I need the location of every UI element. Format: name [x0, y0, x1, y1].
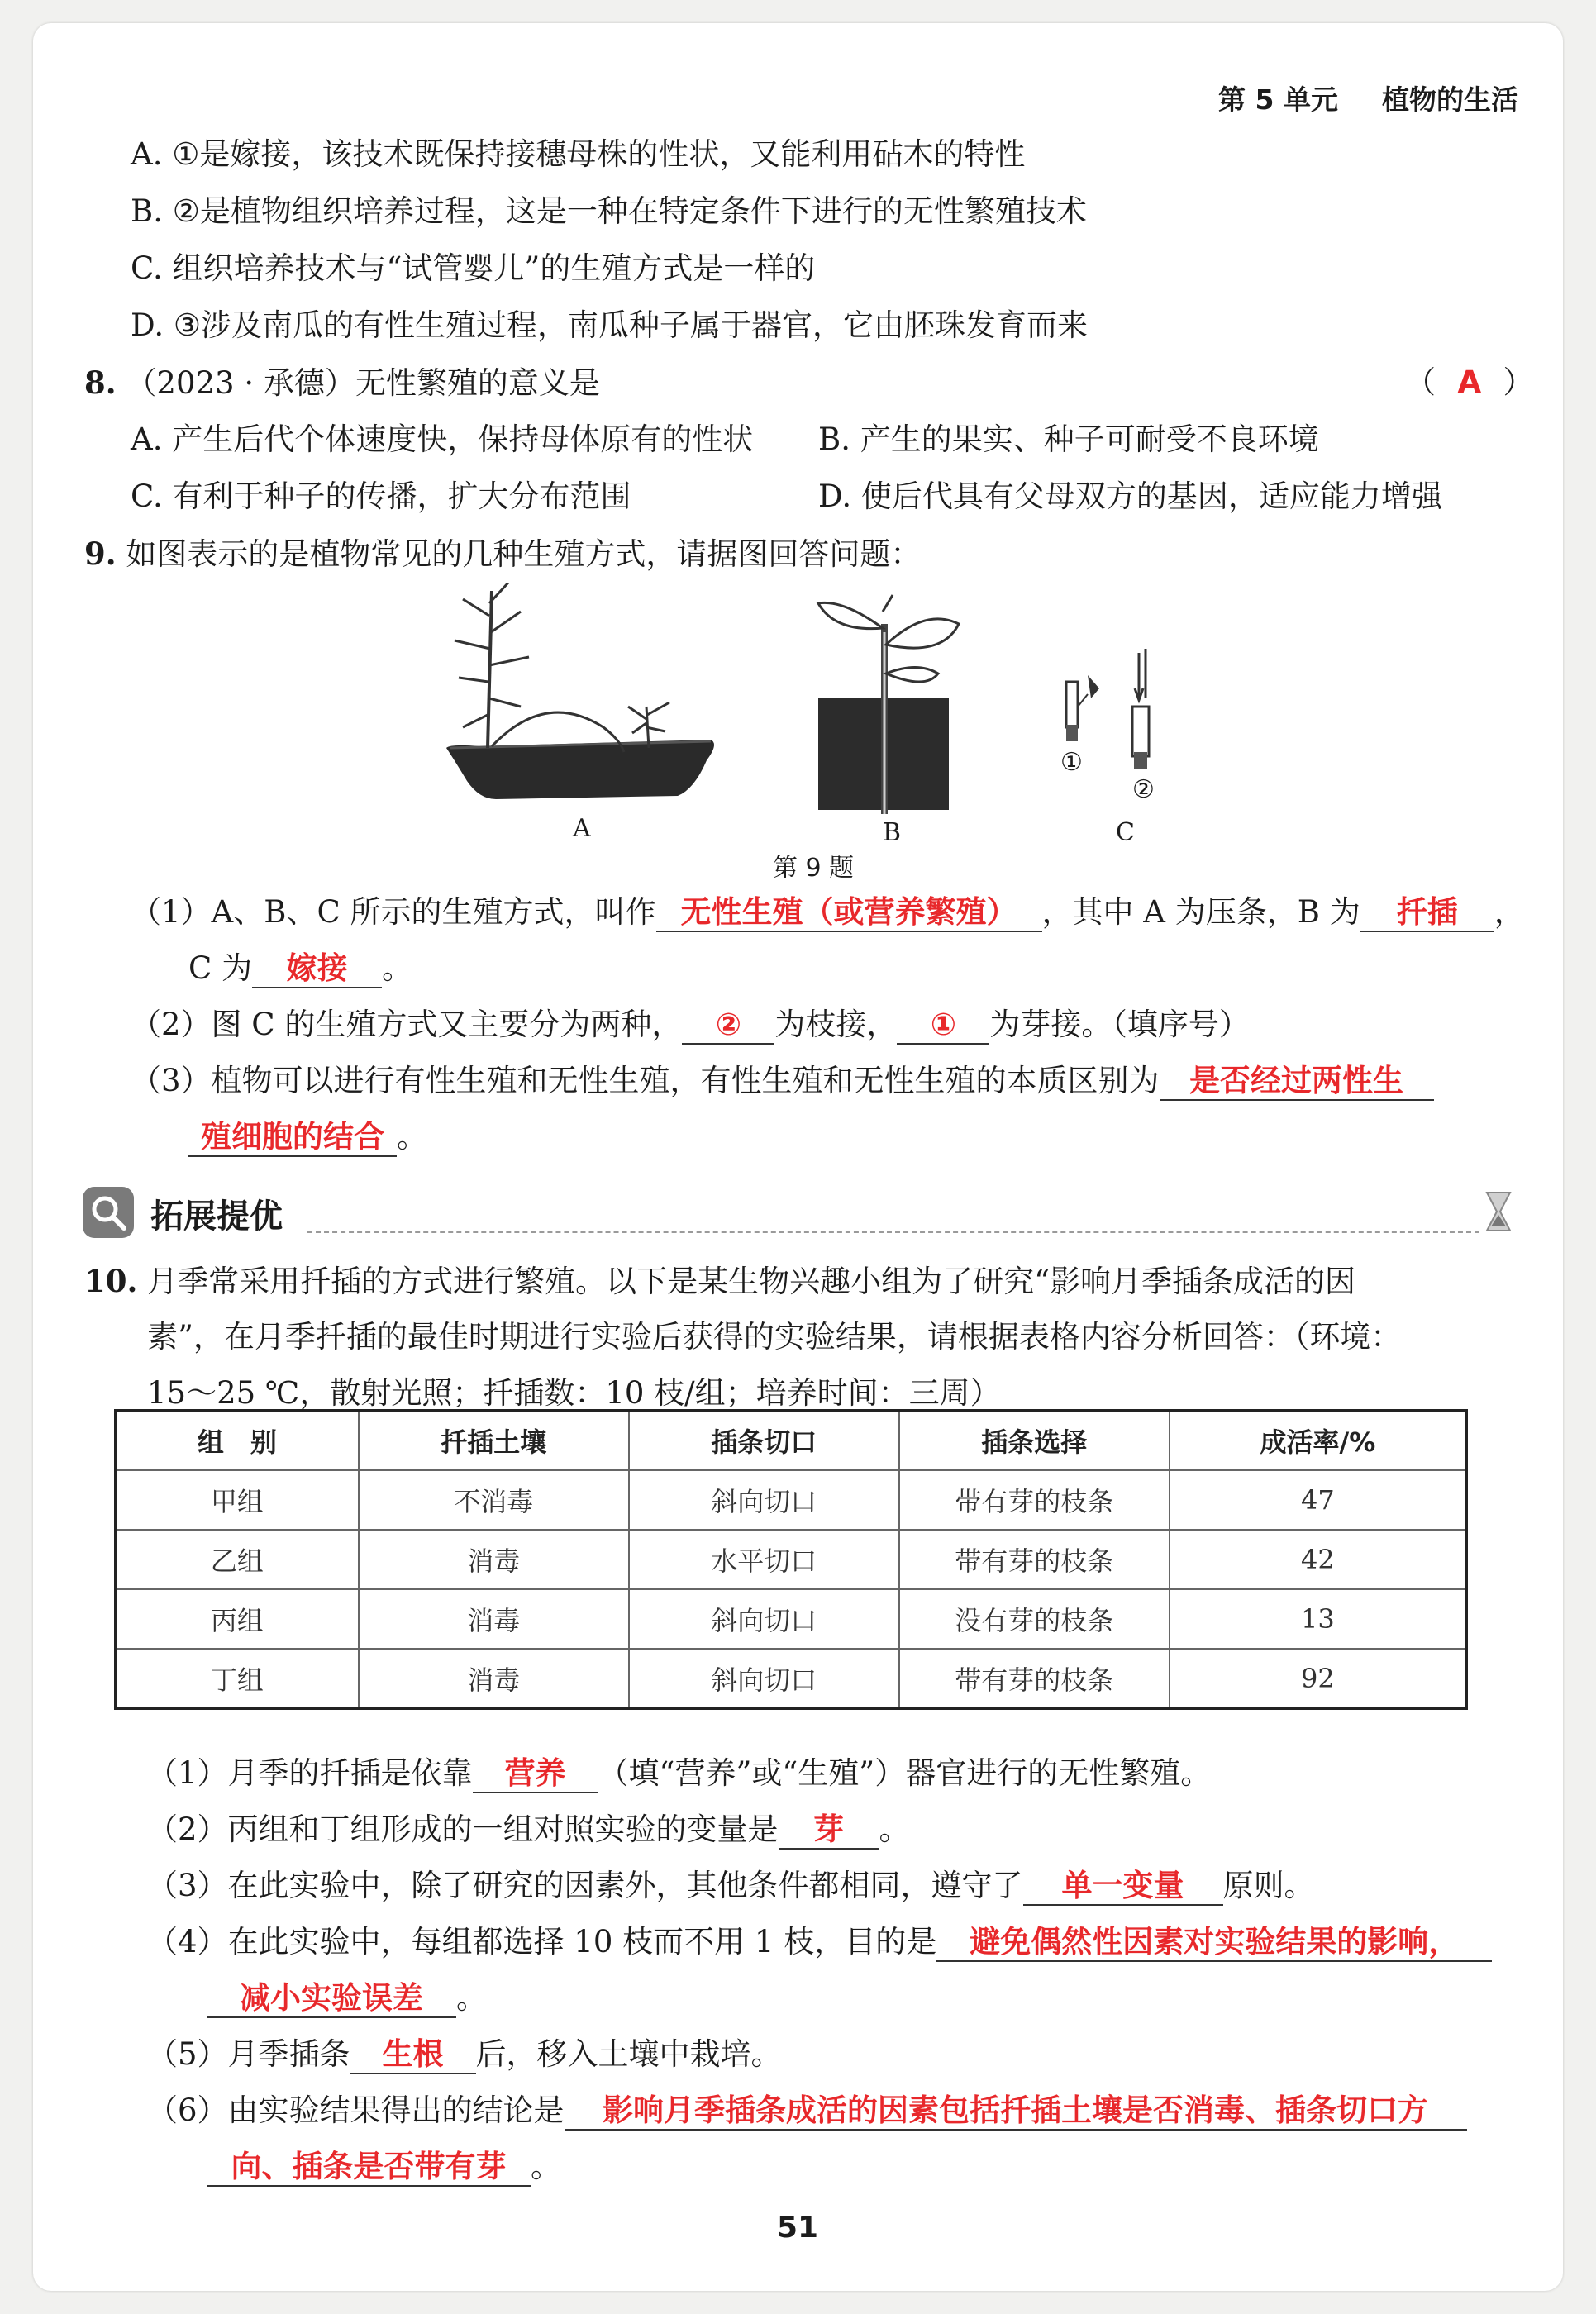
table-header: 组 别 [116, 1411, 359, 1471]
q7-option-b: B. ②是植物组织培养过程，这是一种在特定条件下进行的无性繁殖技术 [131, 193, 1087, 229]
table-row [116, 1649, 1467, 1709]
q9-number: 9. [84, 536, 117, 572]
q9-p1-mid: ，其中 A 为压条，B 为 [1041, 894, 1360, 930]
q9-p1-answer-2: 扦插 [1360, 895, 1494, 932]
figure-a-layering-illustration [446, 583, 714, 799]
table-cell: 甲组 [116, 1470, 359, 1530]
q10-part-1 [147, 1755, 1211, 1793]
q10-p3-answer: 单一变量 [1023, 1869, 1223, 1906]
table-cell: 丙组 [116, 1589, 359, 1649]
q8-number: 8. [84, 364, 117, 401]
q9-p1-prefix2: C 为 [188, 950, 253, 986]
table-row [116, 1470, 1467, 1530]
q10-part-6-cont [207, 2149, 561, 2187]
q10-p6-prefix: （6）由实验结果得出的结论是 [147, 2093, 565, 2128]
figure-label-b: B [883, 818, 902, 847]
page-number: 51 [777, 2211, 819, 2245]
table-cell: 水平切口 [629, 1530, 899, 1589]
q8-option-c: C. 有利于种子的传播，扩大分布范围 [131, 479, 631, 514]
q9-p1-answer-3: 嫁接 [252, 951, 382, 988]
q8-stem [84, 364, 600, 402]
q8-option-d: D. 使后代具有父母双方的基因，适应能力增强 [818, 479, 1442, 514]
q7-option-c: C. 组织培养技术与“试管婴儿”的生殖方式是一样的 [131, 250, 816, 286]
figure-b-cutting-illustration [818, 595, 959, 814]
q10-p2-prefix: （2）丙组和丁组形成的一组对照实验的变量是 [147, 1812, 779, 1847]
table-cell: 斜向切口 [629, 1470, 899, 1530]
magnifier-icon [83, 1187, 134, 1238]
q8-stem-text: （2023 · 承德）无性繁殖的意义是 [126, 365, 600, 401]
figure-caption: 第 9 题 [773, 854, 855, 883]
q10-p6-answer-1: 影响月季插条成活的因素包括扦插土壤是否消毒、插条切口方 [565, 2093, 1467, 2131]
table-cell: 带有芽的枝条 [899, 1649, 1170, 1709]
figure-label-c: C [1116, 818, 1135, 847]
bracket-open: （ [1405, 364, 1436, 400]
q9-p3-answer-1: 是否经过两性生 [1160, 1064, 1434, 1101]
table-cell: 没有芽的枝条 [899, 1589, 1170, 1649]
table-header: 扦插土壤 [359, 1411, 629, 1471]
q10-p6-answer-2: 向、插条是否带有芽 [207, 2150, 531, 2187]
section-title: 拓展提优 [150, 1197, 283, 1236]
q9-figure [430, 583, 1190, 855]
q10-p1-prefix: （1）月季的扦插是依靠 [147, 1755, 473, 1791]
q9-p1-end: ， [1494, 894, 1525, 930]
q10-p1-end: （填“营养”或“生殖”）器官进行的无性繁殖。 [598, 1755, 1212, 1791]
q9-p2-answer-2: ① [897, 1007, 989, 1045]
q8-option-a: A. 产生后代个体速度快，保持母体原有的性状 [131, 421, 754, 457]
q9-p3-answer-2: 殖细胞的结合 [188, 1120, 397, 1157]
q8-answer: A [1457, 364, 1482, 400]
q8-answer-bracket [1405, 364, 1534, 401]
q10-p1-answer: 营养 [473, 1756, 598, 1793]
table-cell: 带有芽的枝条 [899, 1470, 1170, 1530]
table-cell: 消毒 [359, 1589, 629, 1649]
table-cell: 带有芽的枝条 [899, 1530, 1170, 1589]
q10-p3-prefix: （3）在此实验中，除了研究的因素外，其他条件都相同，遵守了 [147, 1868, 1023, 1903]
q10-p4-prefix: （4）在此实验中，每组都选择 10 枝而不用 1 枝，目的是 [147, 1924, 937, 1959]
q10-part-2 [147, 1812, 910, 1850]
q10-part-4 [147, 1924, 1492, 1962]
q9-p2-answer-1: ② [682, 1007, 774, 1045]
q10-number: 10. [84, 1263, 138, 1299]
q9-part-3-cont [188, 1119, 427, 1157]
q10-p5-end: 后，移入土壤中栽培。 [475, 2036, 782, 2072]
q9-p1-prefix: （1）A、B、C 所示的生殖方式，叫作 [131, 894, 656, 930]
unit-title: 植物的生活 [1381, 83, 1518, 116]
bracket-close: ） [1503, 364, 1534, 400]
q9-part-1 [131, 894, 1525, 932]
q9-stem [84, 536, 921, 573]
q9-part-1-cont [188, 950, 412, 988]
table-cell: 斜向切口 [629, 1649, 899, 1709]
q10-part-4-cont [207, 1980, 487, 2018]
figure-label-a: A [573, 814, 591, 843]
q10-p4-end: 。 [456, 1980, 487, 2016]
table-row [116, 1530, 1467, 1589]
q10-p6-end: 。 [531, 2149, 561, 2184]
table-cell: 丁组 [116, 1649, 359, 1709]
q9-part-2 [131, 1007, 1250, 1045]
q7-option-d: D. ③涉及南瓜的有性生殖过程，南瓜种子属于器官，它由胚珠发育而来 [131, 307, 1089, 343]
table-header: 成活率/% [1170, 1411, 1467, 1471]
table-row [116, 1589, 1467, 1649]
table-cell: 92 [1170, 1649, 1467, 1709]
q10-p2-end: 。 [879, 1812, 910, 1847]
q10-stem-line-1 [84, 1263, 1355, 1300]
hourglass-icon [1484, 1190, 1513, 1233]
figure-mark-2: ② [1132, 775, 1155, 804]
q10-part-5 [147, 2036, 782, 2074]
table-header: 插条切口 [629, 1411, 899, 1471]
q9-p2-prefix: （2）图 C 的生殖方式又主要分为两种， [131, 1007, 683, 1042]
table-cell: 斜向切口 [629, 1589, 899, 1649]
q10-stem-text-1: 月季常采用扦插的方式进行繁殖。以下是某生物兴趣小组为了研究“影响月季插条成活的因 [147, 1264, 1356, 1299]
table-cell: 13 [1170, 1589, 1467, 1649]
q9-p2-end: 为芽接。（填序号） [989, 1007, 1250, 1042]
section-header [83, 1183, 1513, 1241]
q10-p5-prefix: （5）月季插条 [147, 2036, 350, 2072]
experiment-table [114, 1409, 1468, 1710]
q10-p4-answer-2: 减小实验误差 [207, 1981, 456, 2018]
q9-p2-mid: 为枝接， [774, 1007, 898, 1042]
table-header: 插条选择 [899, 1411, 1170, 1471]
q10-part-3 [147, 1868, 1315, 1906]
q10-stem-line-3: 15～25 ℃，散射光照；扦插数：10 枝/组；培养时间：三周） [147, 1375, 1001, 1411]
q10-stem-line-2: 素”，在月季扦插的最佳时期进行实验后获得的实验结果，请根据表格内容分析回答：（环境： [147, 1319, 1402, 1355]
q9-p1-answer-1: 无性生殖（或营养繁殖） [656, 895, 1042, 932]
table-cell: 消毒 [359, 1649, 629, 1709]
q10-p4-answer-1: 避免偶然性因素对实验结果的影响， [936, 1925, 1492, 1962]
q9-p1-end2: 。 [382, 950, 413, 986]
table-cell: 不消毒 [359, 1470, 629, 1530]
q10-p3-end: 原则。 [1222, 1868, 1315, 1903]
running-header [1218, 79, 1518, 117]
q10-part-6 [147, 2093, 1467, 2131]
table-header-row [116, 1411, 1467, 1471]
section-rule [307, 1231, 1479, 1233]
q10-p5-answer: 生根 [350, 2037, 476, 2074]
q8-option-b: B. 产生的果实、种子可耐受不良环境 [818, 421, 1319, 457]
table-cell: 42 [1170, 1530, 1467, 1589]
q9-part-3 [131, 1063, 1434, 1101]
table-cell: 乙组 [116, 1530, 359, 1589]
q9-p3-end: 。 [397, 1119, 427, 1155]
q7-option-a: A. ①是嫁接，该技术既保持接穗母株的性状，又能利用砧木的特性 [131, 136, 1026, 172]
q10-p2-answer: 芽 [779, 1812, 879, 1850]
table-cell: 47 [1170, 1470, 1467, 1530]
table-cell: 消毒 [359, 1530, 629, 1589]
q9-stem-text: 如图表示的是植物常见的几种生殖方式，请据图回答问题： [126, 536, 922, 572]
unit-label: 第 5 单元 [1218, 83, 1338, 116]
q9-p3-prefix: （3）植物可以进行有性生殖和无性生殖，有性生殖和无性生殖的本质区别为 [131, 1063, 1160, 1098]
figure-mark-1: ① [1060, 748, 1083, 777]
